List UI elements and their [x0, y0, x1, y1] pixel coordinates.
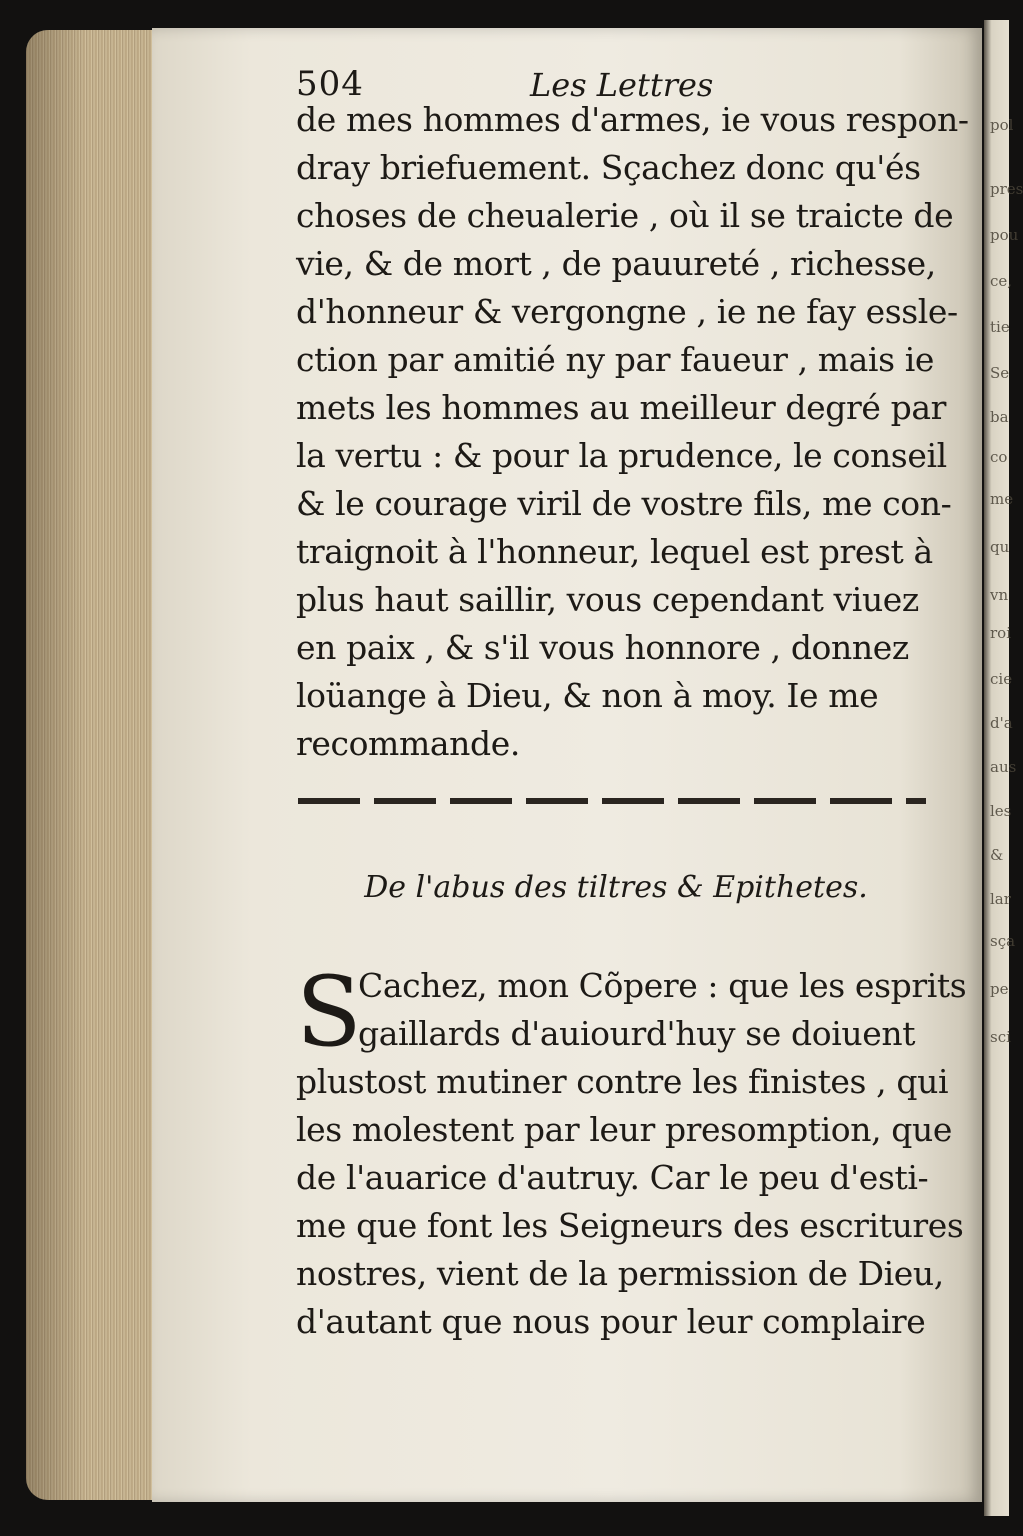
facing-fragment: pol [990, 116, 1014, 134]
section-title: De l'abus des tiltres & Epithetes. [364, 870, 868, 905]
text-line: & le courage viril de vostre fils, me con- [296, 484, 952, 523]
facing-fragment: aus [990, 758, 1017, 776]
text-line: plustost mutiner contre les finistes , qui [296, 1062, 949, 1101]
facing-fragment: qu [990, 538, 1010, 556]
facing-page [984, 20, 1023, 1516]
facing-fragment: tie [990, 318, 1010, 336]
text-line: nostres, vient de la permission de Dieu, [296, 1254, 944, 1293]
facing-fragment: co [990, 448, 1008, 466]
facing-fragment: Se [990, 364, 1010, 382]
section-divider [298, 798, 926, 804]
facing-fragment: lar [990, 890, 1011, 908]
text-line: dray briefuement. Sçachez donc qu'és [296, 148, 921, 187]
facing-fragment: sça [990, 932, 1016, 950]
facing-fragment: roi [990, 624, 1011, 642]
text-line: d'honneur & vergongne , ie ne fay essle- [296, 292, 958, 331]
text-line: ction par amitié ny par faueur , mais ie [296, 340, 934, 379]
facing-fragment: les [990, 802, 1012, 820]
facing-fragment: pou [990, 226, 1019, 244]
text-line: mets les hommes au meilleur degré par [296, 388, 946, 427]
text-line: de l'auarice d'autruy. Car le peu d'esti- [296, 1158, 929, 1197]
text-line: loüange à Dieu, & non à moy. Ie me [296, 676, 879, 715]
text-line: de mes hommes d'armes, ie vous respon- [296, 100, 969, 139]
text-line: en paix , & s'il vous honnore , donnez [296, 628, 909, 667]
text-line: gaillards d'auiourd'huy se doiuent [358, 1014, 916, 1053]
letter-end-text [296, 96, 969, 768]
facing-fragment: cie [990, 670, 1013, 688]
text-line: me que font les Seigneurs des escritures [296, 1206, 964, 1245]
facing-fragment: pe [990, 980, 1009, 998]
facing-fragment: ba [990, 408, 1009, 426]
running-title: Les Lettres [530, 66, 714, 104]
facing-fragment: & [990, 846, 1004, 864]
facing-fragment: ce, [990, 272, 1013, 290]
page-number: 504 [296, 64, 364, 104]
text-line: vie, & de mort , de pauureté , richesse, [296, 244, 936, 283]
text-line: plus haut saillir, vous cependant viuez [296, 580, 919, 619]
text-line: la vertu : & pour la prudence, le conseil [296, 436, 947, 475]
facing-fragment: vn [990, 586, 1009, 604]
text-line: recommande. [296, 724, 520, 763]
section-body-text [296, 956, 967, 1346]
text-line: les molestent par leur presomption, que [296, 1110, 953, 1149]
drop-cap: S [296, 956, 362, 1068]
facing-fragment: sci [990, 1028, 1011, 1046]
facing-fragment: me [990, 490, 1014, 508]
text-line: choses de cheualerie , où il se traicte de [296, 196, 954, 235]
text-line: d'autant que nous pour leur complaire [296, 1302, 926, 1341]
text-line: Cachez, mon Cõpere : que les esprits [358, 966, 967, 1005]
text-line: traignoit à l'honneur, lequel est prest à [296, 532, 933, 571]
facing-fragment: pres [990, 180, 1023, 198]
facing-fragment: d'a [990, 714, 1013, 732]
